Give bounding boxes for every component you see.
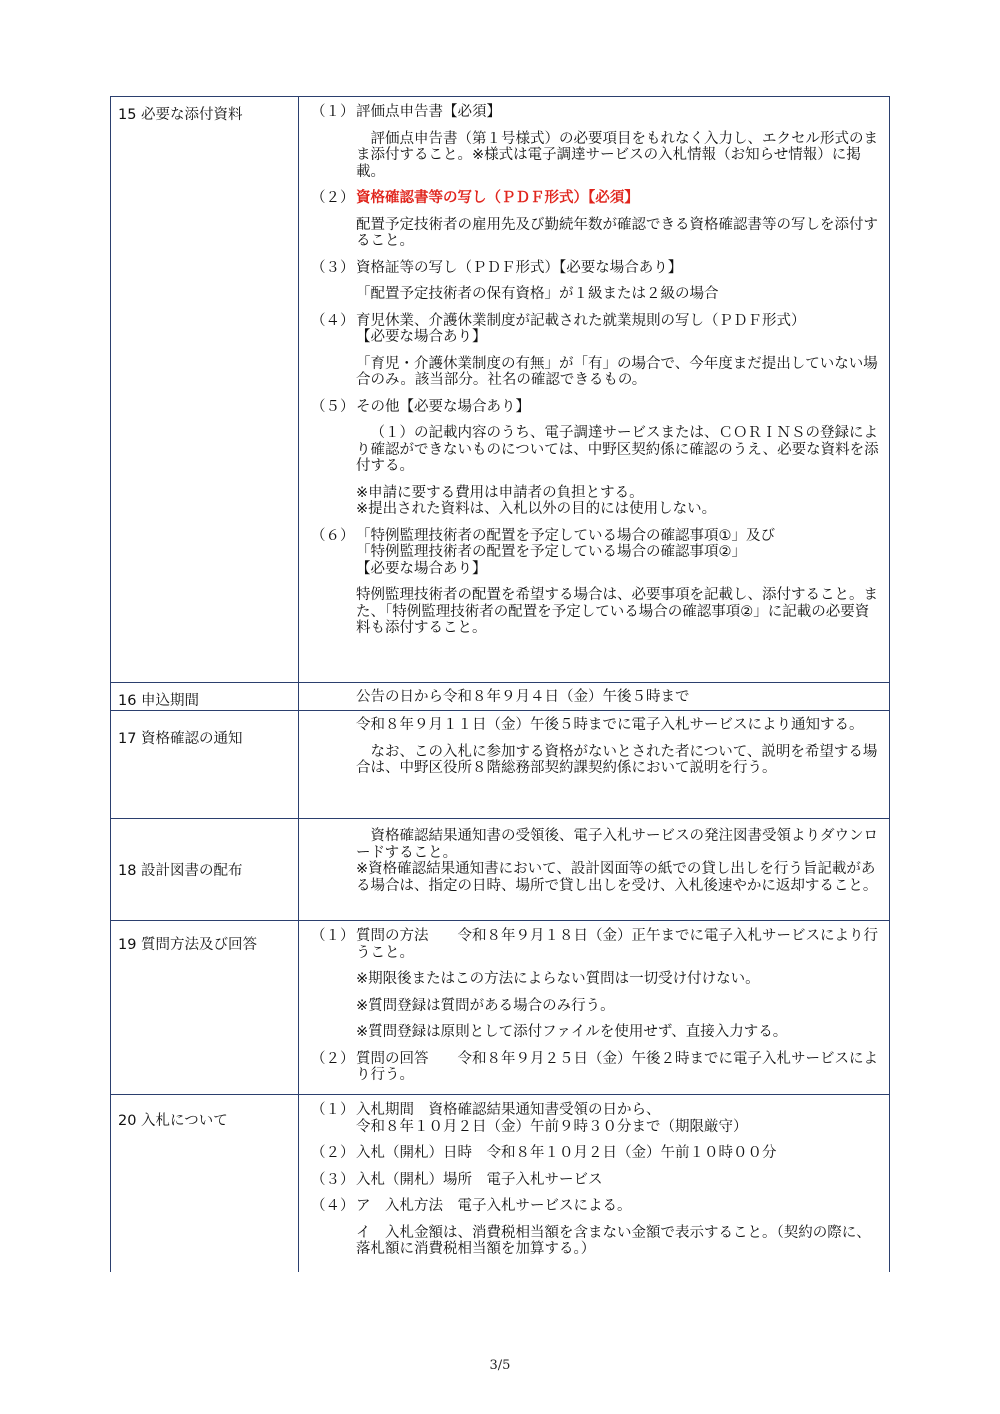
row-content [299, 711, 890, 819]
row-attachments [111, 97, 890, 683]
label-questions: 19 質問方法及び回答 [118, 937, 258, 953]
item-body: イ 入札金額は、消費税相当額を含まない金額で表示すること。（契約の際に、落札額に消費税相当額を加算する。） [356, 1224, 871, 1257]
row-content [299, 97, 890, 683]
item-heading: 評価点申告書【必須】 [356, 104, 501, 120]
row-application-period [111, 683, 890, 711]
list-item [299, 313, 889, 346]
item-body: 特例監理技術者の配置を希望する場合は、必要事項を記載し、添付すること。また、「特例監理技術者の配置を予定している場合の確認事項②」に記載の必要資料も添付すること。 [356, 587, 878, 636]
item-number: （２） [311, 1145, 355, 1161]
item-number: （３） [311, 1171, 355, 1188]
row-qualification-notice [111, 711, 890, 819]
note-line: ※申請に要する費用は申請者の負担とする。 [356, 484, 644, 501]
row-label [111, 683, 299, 711]
note-line: ※提出された資料は、入札以外の目的には使用しない。 [356, 501, 717, 517]
list-item [299, 399, 889, 416]
item-number: （２） [311, 190, 355, 206]
row-label [111, 819, 299, 921]
item-heading [356, 1102, 889, 1135]
list-item [299, 1172, 889, 1189]
item-heading-line: 令和８年１０月２日（金）午前９時３０分まで（期限厳守） [356, 1118, 748, 1135]
item-number: （１） [311, 928, 355, 944]
row-questions [111, 921, 890, 1095]
label-design-docs: 18 設計図書の配布 [118, 863, 243, 879]
item-heading-line: 「特例監理技術者の配置を予定している場合の確認事項②」 [356, 544, 746, 560]
list-item [299, 104, 889, 121]
item-body: 配置予定技術者の雇用先及び勤続年数が確認できる資格確認書等の写しを添付すること。 [356, 216, 878, 249]
row-text: ※資格確認結果通知書において、設計図面等の紙での貸し出しを行う旨記載がある場合は、指定の日時、場所で貸し出しを受け、入札後速やかに返却すること。 [356, 861, 878, 894]
list-item [299, 1198, 889, 1215]
item-heading-line: 育児休業、介護休業制度が記載された就業規則の写し（ＰＤＦ形式） [356, 312, 806, 329]
row-text: 公告の日から令和８年９月４日（金）午後５時まで [356, 689, 690, 705]
list-item [299, 1145, 889, 1162]
row-text: 令和８年９月１１日（金）午後５時までに電子入札サービスにより通知する。 [356, 717, 864, 733]
item-heading: その他【必要な場合あり】 [356, 398, 530, 415]
item-heading-required: 資格確認書等の写し（ＰＤＦ形式）【必須】 [356, 190, 639, 206]
item-note: ※質問登録は質問がある場合のみ行う。 [356, 997, 615, 1014]
label-attachments: 15 必要な添付資料 [118, 107, 243, 123]
item-heading: 入札（開札）場所 電子入札サービス [356, 1171, 603, 1188]
item-heading: 質問の方法 令和８年９月１８日（金）正午までに電子入札サービスにより行うこと。 [356, 928, 878, 961]
row-content [299, 683, 890, 711]
item-heading-line: 【必要な場合あり】 [356, 560, 487, 577]
row-content [299, 1095, 890, 1273]
item-number: （１） [311, 1102, 355, 1118]
list-item [299, 528, 889, 578]
item-heading [356, 528, 889, 578]
label-qualification-notice: 17 資格確認の通知 [118, 731, 243, 747]
label-bidding: 20 入札について [118, 1113, 228, 1129]
item-number: （３） [311, 259, 355, 276]
item-number: （５） [311, 398, 355, 415]
item-heading: 資格証等の写し（ＰＤＦ形式）【必要な場合あり】 [356, 259, 683, 276]
row-bidding [111, 1095, 890, 1273]
item-note: ※期限後またはこの方法によらない質問は一切受け付けない。 [356, 971, 760, 987]
row-content [299, 819, 890, 921]
item-heading: ア 入札方法 電子入札サービスによる。 [356, 1198, 632, 1214]
row-content [299, 921, 890, 1095]
list-item [299, 928, 889, 961]
item-heading: 入札（開札）日時 令和８年１０月２日（金）午前１０時００分 [356, 1145, 777, 1161]
item-heading-line: 【必要な場合あり】 [356, 329, 487, 345]
list-item [299, 1051, 889, 1084]
page-number: 3/5 [489, 1358, 511, 1373]
list-item [299, 1102, 889, 1135]
row-label [111, 921, 299, 1095]
item-number: （１） [311, 104, 355, 120]
requirements-table [110, 96, 890, 1272]
item-number: （６） [311, 527, 355, 544]
item-body: （１）の記載内容のうち、電子調達サービスまたは、ＣＯＲＩＮＳの登録により確認ができないものについては、中野区契約係に確認のうえ、必要な資料を添付する。 [356, 425, 879, 474]
row-label [111, 1095, 299, 1273]
row-text: 資格確認結果通知書の受領後、電子入札サービスの発注図書受領よりダウンロードすること。 [356, 828, 878, 861]
item-heading [356, 313, 889, 346]
label-application-period: 16 申込期間 [118, 693, 200, 709]
item-body: 評価点申告書（第１号様式）の必要項目をもれなく入力し、エクセル形式のまま添付すること。※様式は電子調達サービスの入札情報（お知らせ情報）に掲載。 [356, 130, 878, 180]
row-label [111, 711, 299, 819]
item-number: （４） [311, 312, 355, 329]
item-note: ※質問登録は原則として添付ファイルを使用せず、直接入力する。 [356, 1024, 788, 1040]
item-body: 「配置予定技術者の保有資格」が１級または２級の場合 [356, 286, 719, 302]
item-heading-line: 入札期間 資格確認結果通知書受領の日から、 [356, 1102, 661, 1118]
item-heading: 質問の回答 令和８年９月２５日（金）午後２時までに電子入札サービスにより行う。 [356, 1050, 878, 1083]
item-number: （２） [311, 1050, 355, 1067]
list-item [299, 260, 889, 277]
item-number: （４） [311, 1198, 355, 1214]
item-heading-line: 「特例監理技術者の配置を予定している場合の確認事項①」及び [356, 527, 775, 544]
row-text: なお、この入札に参加する資格がないとされた者について、説明を希望する場合は、中野区役所８階総務部契約課契約係において説明を行う。 [356, 743, 878, 776]
item-notes [356, 485, 889, 518]
row-design-docs [111, 819, 890, 921]
item-body: 「育児・介護休業制度の有無」が「有」の場合で、今年度まだ提出していない場合のみ。該当部分。社名の確認できるもの。 [356, 355, 878, 388]
list-item [299, 190, 889, 207]
row-label [111, 97, 299, 683]
